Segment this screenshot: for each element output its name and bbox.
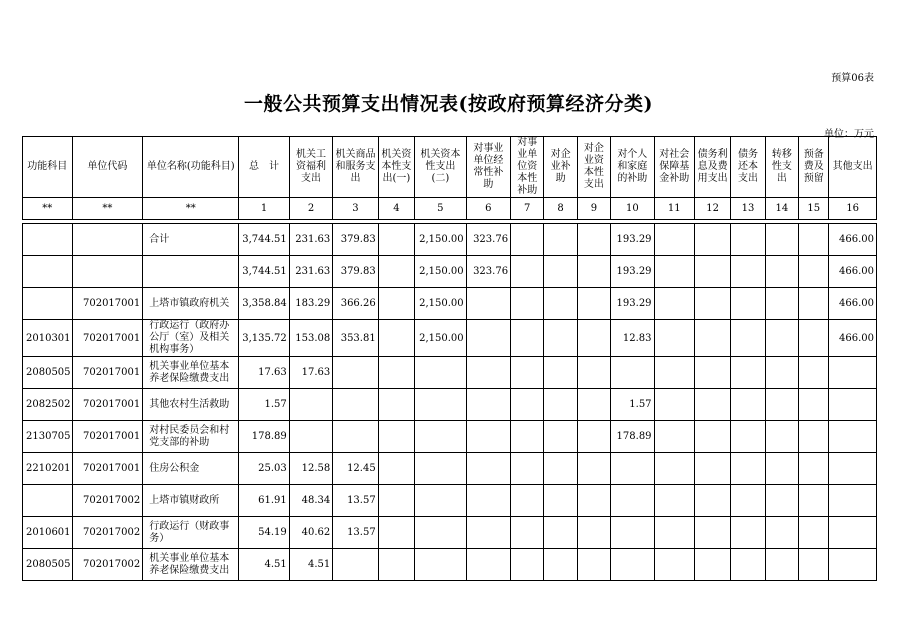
amount-cell: 17.63 [289, 357, 332, 389]
unit-name-cell: 机关事业单位基本养老保险缴费支出 [143, 357, 239, 389]
amount-cell [378, 549, 414, 581]
amount-cell [544, 357, 577, 389]
amount-cell [378, 357, 414, 389]
amount-cell: 193.29 [611, 224, 654, 256]
amount-cell [378, 485, 414, 517]
amount-cell [333, 421, 378, 453]
amount-cell [799, 453, 829, 485]
amount-cell [731, 256, 765, 288]
amount-cell [799, 517, 829, 549]
column-header: 预备费及预留 [799, 137, 829, 198]
amount-cell [289, 389, 332, 421]
amount-cell: 2,150.00 [415, 320, 467, 357]
unit-name-cell [143, 256, 239, 288]
unit-code-cell: 702017001 [72, 421, 143, 453]
amount-cell [765, 549, 798, 581]
unit-code-cell: 702017001 [72, 288, 143, 320]
amount-cell [731, 421, 765, 453]
amount-cell [765, 453, 798, 485]
column-index: 15 [799, 198, 829, 220]
amount-cell [544, 485, 577, 517]
amount-cell [378, 320, 414, 357]
amount-cell [415, 389, 467, 421]
column-header: 机关资本性支出(一) [378, 137, 414, 198]
amount-cell [799, 288, 829, 320]
unit-code-cell: 702017001 [72, 357, 143, 389]
amount-cell [611, 517, 654, 549]
amount-cell [765, 288, 798, 320]
column-index: 14 [765, 198, 798, 220]
amount-cell [799, 485, 829, 517]
amount-cell: 3,744.51 [239, 224, 290, 256]
amount-cell [466, 549, 510, 581]
amount-cell [654, 357, 694, 389]
amount-cell [611, 485, 654, 517]
amount-cell [511, 485, 544, 517]
amount-cell [694, 320, 730, 357]
header-row [23, 137, 877, 198]
amount-cell [577, 421, 610, 453]
unit-name-cell: 其他农村生活救助 [143, 389, 239, 421]
table-row [23, 485, 877, 517]
amount-cell: 40.62 [289, 517, 332, 549]
amount-cell [415, 485, 467, 517]
amount-cell [577, 389, 610, 421]
amount-cell [765, 517, 798, 549]
amount-cell [765, 357, 798, 389]
column-index: 12 [694, 198, 730, 220]
amount-cell: 193.29 [611, 256, 654, 288]
amount-cell [765, 224, 798, 256]
amount-cell [694, 421, 730, 453]
amount-cell [577, 256, 610, 288]
column-index: ** [72, 198, 143, 220]
amount-cell [511, 549, 544, 581]
amount-cell [731, 224, 765, 256]
amount-cell [466, 389, 510, 421]
amount-cell [799, 357, 829, 389]
amount-cell [611, 357, 654, 389]
amount-cell [511, 256, 544, 288]
column-index: 4 [378, 198, 414, 220]
amount-cell [544, 288, 577, 320]
amount-cell [378, 389, 414, 421]
amount-cell: 48.34 [289, 485, 332, 517]
amount-cell [654, 320, 694, 357]
amount-cell [577, 517, 610, 549]
amount-cell [654, 549, 694, 581]
column-index: 13 [731, 198, 765, 220]
amount-cell [415, 549, 467, 581]
amount-cell [799, 389, 829, 421]
amount-cell [544, 320, 577, 357]
column-header: 对事业单位资本性补助 [511, 137, 544, 198]
column-index-row [23, 198, 877, 220]
amount-cell [731, 320, 765, 357]
amount-cell: 366.26 [333, 288, 378, 320]
column-index: 7 [511, 198, 544, 220]
amount-cell: 1.57 [611, 389, 654, 421]
amount-cell [544, 517, 577, 549]
amount-cell [577, 357, 610, 389]
amount-cell [577, 320, 610, 357]
table-row [23, 549, 877, 581]
amount-cell [654, 288, 694, 320]
amount-cell: 17.63 [239, 357, 290, 389]
amount-cell: 61.91 [239, 485, 290, 517]
table-body [23, 220, 877, 581]
function-code-cell: 2080505 [23, 357, 73, 389]
amount-cell [378, 256, 414, 288]
amount-cell: 3,744.51 [239, 256, 290, 288]
amount-cell [829, 421, 877, 453]
function-code-cell [23, 288, 73, 320]
amount-cell: 231.63 [289, 224, 332, 256]
amount-cell [378, 517, 414, 549]
amount-cell [799, 256, 829, 288]
amount-cell [799, 549, 829, 581]
table-row [23, 389, 877, 421]
amount-cell: 353.81 [333, 320, 378, 357]
amount-cell [765, 256, 798, 288]
amount-cell [611, 453, 654, 485]
amount-cell [654, 453, 694, 485]
amount-cell: 2,150.00 [415, 224, 467, 256]
amount-cell [577, 453, 610, 485]
amount-cell [415, 357, 467, 389]
amount-cell [466, 485, 510, 517]
column-header: 机关商品和服务支出 [333, 137, 378, 198]
amount-cell: 54.19 [239, 517, 290, 549]
column-index: 8 [544, 198, 577, 220]
amount-cell [378, 453, 414, 485]
unit-code-cell: 702017002 [72, 517, 143, 549]
column-header: 对社会保障基金补助 [654, 137, 694, 198]
amount-cell [694, 485, 730, 517]
amount-cell: 231.63 [289, 256, 332, 288]
amount-cell [654, 517, 694, 549]
amount-cell [577, 549, 610, 581]
amount-cell [378, 288, 414, 320]
amount-cell: 12.58 [289, 453, 332, 485]
amount-cell [829, 485, 877, 517]
table-row [23, 517, 877, 549]
amount-cell [544, 389, 577, 421]
unit-code-cell: 702017001 [72, 453, 143, 485]
amount-cell: 466.00 [829, 224, 877, 256]
amount-cell: 13.57 [333, 485, 378, 517]
amount-cell [544, 421, 577, 453]
unit-name-cell: 上塔市镇政府机关 [143, 288, 239, 320]
amount-cell [765, 320, 798, 357]
amount-cell [731, 389, 765, 421]
amount-cell [765, 389, 798, 421]
amount-cell [577, 224, 610, 256]
table-row [23, 288, 877, 320]
column-header: 债务利息及费用支出 [694, 137, 730, 198]
unit-name-cell: 机关事业单位基本养老保险缴费支出 [143, 549, 239, 581]
amount-cell: 4.51 [289, 549, 332, 581]
table-row [23, 256, 877, 288]
amount-cell: 25.03 [239, 453, 290, 485]
amount-cell: 1.57 [239, 389, 290, 421]
function-code-cell: 2080505 [23, 549, 73, 581]
amount-cell [799, 320, 829, 357]
amount-cell: 379.83 [333, 224, 378, 256]
amount-cell [511, 517, 544, 549]
amount-cell: 2,150.00 [415, 256, 467, 288]
amount-cell [694, 453, 730, 485]
unit-name-cell: 行政运行（财政事务） [143, 517, 239, 549]
amount-cell [829, 357, 877, 389]
amount-cell [511, 389, 544, 421]
amount-cell: 3,358.84 [239, 288, 290, 320]
column-index: 5 [415, 198, 467, 220]
amount-cell: 12.45 [333, 453, 378, 485]
amount-cell [731, 549, 765, 581]
amount-cell [694, 224, 730, 256]
amount-cell [378, 421, 414, 453]
amount-cell: 193.29 [611, 288, 654, 320]
column-index: ** [143, 198, 239, 220]
column-index: 3 [333, 198, 378, 220]
column-header: 总 计 [239, 137, 290, 198]
function-code-cell: 2210201 [23, 453, 73, 485]
amount-cell [694, 288, 730, 320]
amount-cell: 466.00 [829, 320, 877, 357]
amount-cell [466, 517, 510, 549]
amount-cell [511, 453, 544, 485]
amount-cell [415, 421, 467, 453]
column-header: 对事业单位经常性补助 [466, 137, 510, 198]
table-row [23, 224, 877, 256]
amount-cell [654, 389, 694, 421]
column-header: 其他支出 [829, 137, 877, 198]
column-header: 单位名称(功能科目) [143, 137, 239, 198]
amount-cell [466, 453, 510, 485]
amount-cell: 466.00 [829, 256, 877, 288]
amount-cell [731, 485, 765, 517]
amount-cell [731, 517, 765, 549]
amount-cell [829, 517, 877, 549]
function-code-cell [23, 485, 73, 517]
amount-cell: 323.76 [466, 224, 510, 256]
unit-code-cell [72, 224, 143, 256]
unit-code-cell: 702017002 [72, 549, 143, 581]
amount-cell [694, 389, 730, 421]
amount-cell [694, 357, 730, 389]
table-row [23, 453, 877, 485]
amount-cell [799, 224, 829, 256]
amount-cell [694, 256, 730, 288]
column-header: 机关资本性支出(二) [415, 137, 467, 198]
column-header: 对企业资本性支出 [577, 137, 610, 198]
unit-code-cell: 702017002 [72, 485, 143, 517]
function-code-cell: 2010601 [23, 517, 73, 549]
amount-cell [765, 485, 798, 517]
column-index: 9 [577, 198, 610, 220]
amount-cell [731, 357, 765, 389]
amount-cell [466, 320, 510, 357]
column-index: ** [23, 198, 73, 220]
amount-cell [654, 421, 694, 453]
amount-cell [611, 549, 654, 581]
column-header: 转移性支出 [765, 137, 798, 198]
amount-cell [577, 485, 610, 517]
unit-label: 单位：万元 [824, 129, 874, 140]
table-row [23, 421, 877, 453]
column-index: 10 [611, 198, 654, 220]
amount-cell [466, 421, 510, 453]
amount-cell [544, 549, 577, 581]
amount-cell [829, 389, 877, 421]
amount-cell [765, 421, 798, 453]
unit-code-cell: 702017001 [72, 389, 143, 421]
amount-cell [577, 288, 610, 320]
unit-name-cell: 对村民委员会和村党支部的补助 [143, 421, 239, 453]
unit-name-cell: 住房公积金 [143, 453, 239, 485]
amount-cell [333, 549, 378, 581]
amount-cell [333, 357, 378, 389]
unit-name-cell: 合计 [143, 224, 239, 256]
page-title: 一般公共预算支出情况表(按政府预算经济分类) [244, 93, 653, 115]
amount-cell [799, 421, 829, 453]
column-header: 债务还本支出 [731, 137, 765, 198]
amount-cell [466, 288, 510, 320]
amount-cell [654, 485, 694, 517]
column-header: 单位代码 [72, 137, 143, 198]
amount-cell [654, 256, 694, 288]
column-header: 机关工资福利支出 [289, 137, 332, 198]
amount-cell [466, 357, 510, 389]
column-index: 2 [289, 198, 332, 220]
unit-code-cell: 702017001 [72, 320, 143, 357]
amount-cell: 323.76 [466, 256, 510, 288]
form-code: 预算06表 [831, 73, 874, 84]
amount-cell [415, 453, 467, 485]
unit-code-cell [72, 256, 143, 288]
amount-cell [694, 517, 730, 549]
amount-cell [415, 517, 467, 549]
amount-cell: 466.00 [829, 288, 877, 320]
function-code-cell [23, 224, 73, 256]
amount-cell [829, 549, 877, 581]
function-code-cell: 2130705 [23, 421, 73, 453]
amount-cell: 178.89 [611, 421, 654, 453]
table-row [23, 320, 877, 357]
amount-cell: 12.83 [611, 320, 654, 357]
unit-name-cell: 行政运行（政府办公厅（室）及相关机构事务） [143, 320, 239, 357]
amount-cell [731, 453, 765, 485]
amount-cell: 178.89 [239, 421, 290, 453]
column-index: 11 [654, 198, 694, 220]
unit-name-cell: 上塔市镇财政所 [143, 485, 239, 517]
column-index: 16 [829, 198, 877, 220]
amount-cell [511, 357, 544, 389]
amount-cell: 13.57 [333, 517, 378, 549]
function-code-cell: 2082502 [23, 389, 73, 421]
amount-cell [511, 288, 544, 320]
amount-cell [654, 224, 694, 256]
amount-cell [544, 224, 577, 256]
budget-table [22, 136, 877, 581]
amount-cell [511, 224, 544, 256]
function-code-cell: 2010301 [23, 320, 73, 357]
column-index: 1 [239, 198, 290, 220]
column-header: 对企业补助 [544, 137, 577, 198]
amount-cell: 379.83 [333, 256, 378, 288]
amount-cell [289, 421, 332, 453]
amount-cell [511, 421, 544, 453]
amount-cell [378, 224, 414, 256]
amount-cell: 3,135.72 [239, 320, 290, 357]
column-header: 对个人和家庭的补助 [611, 137, 654, 198]
function-code-cell [23, 256, 73, 288]
amount-cell: 153.08 [289, 320, 332, 357]
amount-cell [544, 256, 577, 288]
table-row [23, 357, 877, 389]
amount-cell [829, 453, 877, 485]
amount-cell: 4.51 [239, 549, 290, 581]
amount-cell [731, 288, 765, 320]
amount-cell: 183.29 [289, 288, 332, 320]
amount-cell: 2,150.00 [415, 288, 467, 320]
amount-cell [694, 549, 730, 581]
amount-cell [544, 453, 577, 485]
amount-cell [511, 320, 544, 357]
column-index: 6 [466, 198, 510, 220]
amount-cell [333, 389, 378, 421]
column-header: 功能科目 [23, 137, 73, 198]
